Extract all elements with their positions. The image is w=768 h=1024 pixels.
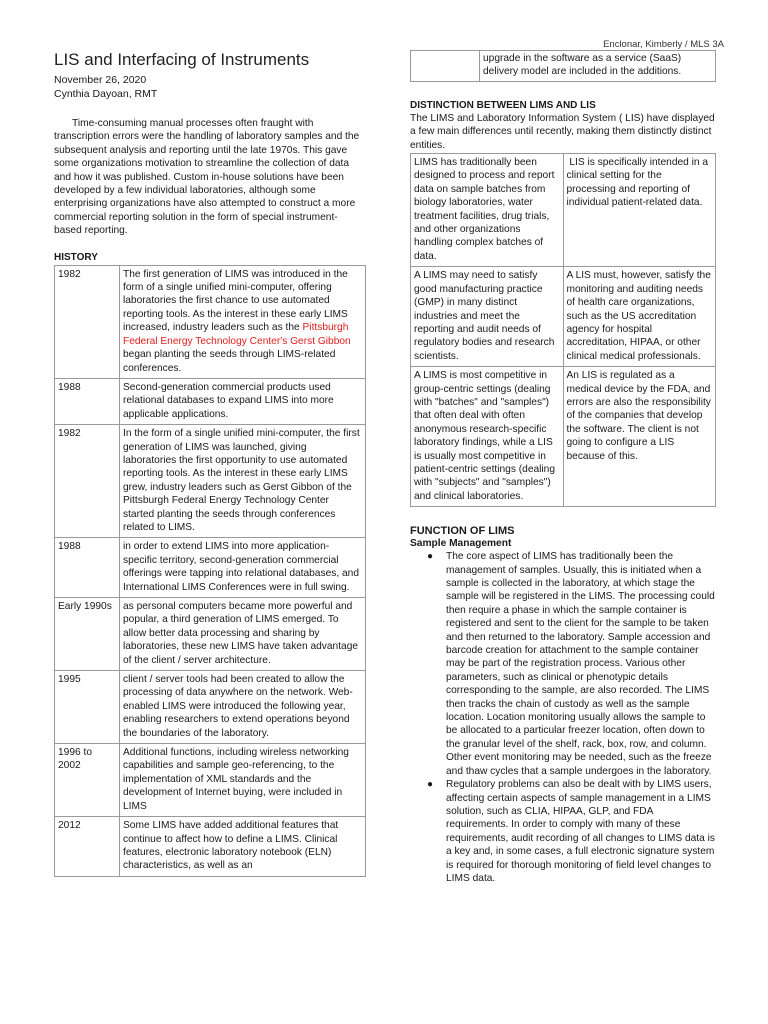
table-row bbox=[411, 267, 716, 367]
list-item-text: Regulatory problems can also be dealt with by LIMS users, affecting certain aspects of sample management in a LIMS solution, such as CLIA, HIPAA, GLP, and FDA requirements. In order to comply with many of these requirements, audit recording of all changes to LIMS data is a key and, in some cases, a full electronic signature system is required for thorough monitoring of field level changes to LIMS data. bbox=[446, 779, 715, 884]
sample-management-subheading: Sample Management bbox=[410, 538, 512, 550]
table-row bbox=[411, 51, 716, 82]
distinction-table bbox=[410, 153, 716, 507]
history-table bbox=[54, 265, 366, 877]
history-heading: HISTORY bbox=[54, 251, 98, 263]
function-heading: FUNCTION OF LIMS bbox=[410, 525, 515, 538]
history-description: in order to extend LIMS into more application-specific territory, second-generation commercial offerings were tapping into relational databases, and International LIMS Conferences were in full swing. bbox=[120, 538, 366, 598]
history-year: 1995 bbox=[55, 671, 120, 744]
table-row bbox=[55, 378, 366, 424]
bullet-icon: ● bbox=[427, 551, 434, 563]
history-table-continuation bbox=[410, 50, 716, 82]
distinction-intro: The LIMS and Laboratory Information System ( LIS) have displayed a few main differences until recently, making them distinctly distinct entities. bbox=[410, 112, 715, 151]
table-row bbox=[411, 367, 716, 507]
table-row bbox=[55, 671, 366, 744]
left-column bbox=[54, 50, 364, 877]
list-item bbox=[427, 778, 716, 885]
history-year-empty bbox=[411, 51, 480, 82]
history-text: began planting the seeds through LIMS-related conferences. bbox=[123, 349, 336, 374]
history-description: Some LIMS have added additional features that continue to affect how to define a LIMS. Clinical features, electronic laboratory notebook (ELN) characteristics, as well as an bbox=[120, 817, 366, 877]
list-item-text: The core aspect of LIMS has traditionally been the management of samples. Usually, this is initiated when a sample is collected in the laboratory, at which stage the sample will be registered in the LIMS. The processing could then require a phase in which the sample container is registered and sent to the client for the sample to be taken and then returned to the laboratory. Sample accession and barcode creation for attachment to the sample container may be part of the registration process. Various other parameters, such as clinical or phenotypic details corresponding to the sample, are also recorded. The LIMS then tracks the chain of custody as well as the sample location. Location monitoring usually allows the sample to be allocated to a particular freezer location, often down to the granular level of the shelf, rack, box, row, and column. Other event monitoring may be needed, such as the freeze and thaw cycles that a sample undergoes in the laboratory. bbox=[446, 551, 715, 777]
lims-cell: A LIMS may need to satisfy good manufacturing practice (GMP) in many distinct industries and meet the reporting and audit needs of regulatory bodies and research scientists. bbox=[411, 267, 564, 367]
table-row bbox=[55, 538, 366, 598]
list-item bbox=[427, 550, 716, 778]
history-year: 1996 to 2002 bbox=[55, 744, 120, 817]
history-description: In the form of a single unified mini-computer, the first generation of LIMS was launched, giving laboratories the first opportunity to use automated reporting tools. As the interest in these early LIMS grew, industry leaders such as Gerst Gibbon of the Pittsburgh Federal Energy Technology Center started planting the seeds through conferences related to LIMS. bbox=[120, 425, 366, 538]
table-row bbox=[55, 265, 366, 378]
lims-cell: A LIMS is most competitive in group-centric settings (dealing with "batches" and "samples") that often deal with often anonymous research-specific laboratory findings, while a LIS is usually most competitive in patient-centric settings (dealing with "subjects" and "samples") and clinical laboratories. bbox=[411, 367, 564, 507]
lis-cell: A LIS must, however, satisfy the monitoring and auditing needs of health care organizations, such as the US accreditation agency for hospital accreditation, HIPAA, or other clinical medical professionals. bbox=[563, 267, 716, 367]
history-description bbox=[120, 265, 366, 378]
sample-management-list bbox=[410, 550, 716, 885]
distinction-heading: DISTINCTION BETWEEN LIMS AND LIS bbox=[410, 99, 596, 111]
history-year: 1982 bbox=[55, 265, 120, 378]
table-row bbox=[411, 154, 716, 267]
table-row bbox=[55, 744, 366, 817]
history-year: 1988 bbox=[55, 378, 120, 424]
history-description: Additional functions, including wireless networking capabilities and sample geo-referencing, to the implementation of XML standards and the development of Internet buying, were included in LIMS bbox=[120, 744, 366, 817]
table-row bbox=[55, 817, 366, 877]
history-year: 1988 bbox=[55, 538, 120, 598]
table-row bbox=[55, 425, 366, 538]
bullet-icon: ● bbox=[427, 779, 434, 791]
document-author: Cynthia Dayoan, RMT bbox=[54, 87, 158, 100]
page-header-author-class: Enclonar, Kimberly / MLS 3A bbox=[603, 39, 724, 50]
document-title: LIS and Interfacing of Instruments bbox=[54, 50, 310, 69]
document-date: November 26, 2020 bbox=[54, 74, 147, 86]
lis-cell: An LIS is regulated as a medical device by the FDA, and errors are also the responsibility of the companies that develop the software. The client is not going to configure a LIS because of this. bbox=[563, 367, 716, 507]
intro-paragraph: Time-consuming manual processes often fraught with transcription errors were the handling of laboratory samples and the subsequent analysis and reporting until the late 1970s. This gave some organizations motivation to streamline the collection of data and how it was published. Custom in-house solutions have been developed by a few individual laboratories, although some enterprising organizations have also attempted to construct a more commercial reporting solution in the form of special instrument-based reporting. bbox=[54, 118, 360, 237]
history-description: Second-generation commercial products used relational databases to expand LIMS into more applicable applications. bbox=[120, 378, 366, 424]
pittsburgh-center-link[interactable]: Pittsburgh Federal Energy Technology Center's Gerst Gibbon bbox=[123, 322, 351, 347]
history-year: 1982 bbox=[55, 425, 120, 538]
lims-cell: LIMS has traditionally been designed to process and report data on sample batches from biology laboratories, water treatment facilities, drug trials, and other organizations handling complex batches of data. bbox=[411, 154, 564, 267]
history-text: The first generation of LIMS was introduced in the form of a single unified mini-computer, offering laboratories the first chance to use automated reporting tools. As the interest in these early LIMS increased, industry leaders such as the bbox=[123, 268, 348, 334]
table-row bbox=[55, 598, 366, 671]
history-description: client / server tools had been created to allow the processing of data anywhere on the network. Web-enabled LIMS were introduced the following year, enabling researchers to extend operations beyond the boundaries of the laboratory. bbox=[120, 671, 366, 744]
history-year: 2012 bbox=[55, 817, 120, 877]
history-description: upgrade in the software as a service (SaaS) delivery model are included in the additions. bbox=[480, 51, 716, 82]
right-column bbox=[410, 50, 716, 885]
history-year: Early 1990s bbox=[55, 598, 120, 671]
history-description: as personal computers became more powerful and popular, a third generation of LIMS emerged. To allow better data processing and sharing by laboratories, these new LIMS have taken advantage of the client / server architecture. bbox=[120, 598, 366, 671]
lis-cell: LIS is specifically intended in a clinical setting for the processing and reporting of individual patient-related data. bbox=[563, 154, 716, 267]
